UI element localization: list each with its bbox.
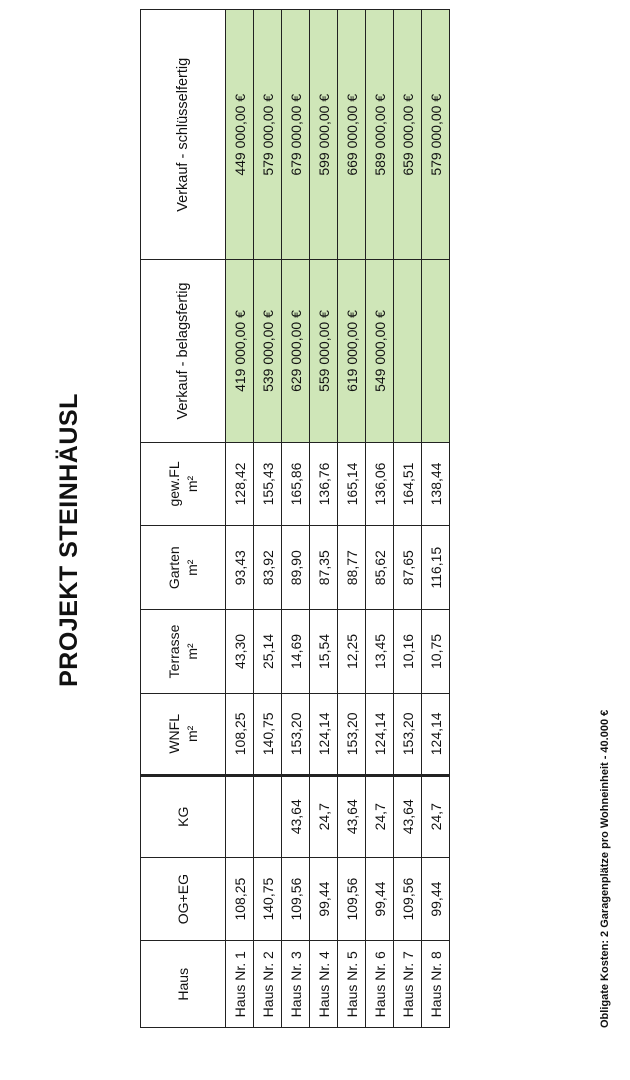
cell-wnfl: 153,20 — [282, 693, 310, 775]
header-og-eg: OG+EG — [141, 857, 226, 941]
header-terrasse — [141, 610, 226, 694]
cell-terrasse: 43,30 — [226, 610, 254, 694]
cell-garten: 83,92 — [254, 526, 282, 610]
cell-schluessel: 579 000,00 € — [422, 10, 450, 260]
cell-garten: 85,62 — [366, 526, 394, 610]
cell-garten: 116,15 — [422, 526, 450, 610]
cell-og-eg: 109,56 — [394, 857, 422, 941]
cell-haus: Haus Nr. 1 — [226, 941, 254, 1028]
cell-belags — [422, 260, 450, 442]
cell-haus: Haus Nr. 3 — [282, 941, 310, 1028]
cell-terrasse: 14,69 — [282, 610, 310, 694]
cell-gewfl: 136,76 — [310, 442, 338, 526]
cell-terrasse: 25,14 — [254, 610, 282, 694]
table-row — [226, 10, 254, 1028]
header-garten-label: Garten — [166, 546, 182, 590]
cell-terrasse: 10,75 — [422, 610, 450, 694]
header-terrasse-label: Terrasse — [166, 624, 182, 679]
cell-haus: Haus Nr. 2 — [254, 941, 282, 1028]
cell-kg — [226, 775, 254, 857]
cell-gewfl: 165,14 — [338, 442, 366, 526]
cell-kg: 24,7 — [366, 775, 394, 857]
cell-garten: 87,35 — [310, 526, 338, 610]
header-wnfl — [141, 693, 226, 775]
header-terrasse-unit: m² — [184, 643, 200, 660]
cell-og-eg: 140,75 — [254, 857, 282, 941]
cell-wnfl: 153,20 — [338, 693, 366, 775]
cell-gewfl: 155,43 — [254, 442, 282, 526]
table-row — [254, 10, 282, 1028]
table-row — [338, 10, 366, 1028]
header-schluesselfertig: Verkauf - schlüsselfertig — [141, 10, 226, 260]
cell-schluessel: 449 000,00 € — [226, 10, 254, 260]
cell-garten: 93,43 — [226, 526, 254, 610]
cell-kg: 43,64 — [282, 775, 310, 857]
cell-schluessel: 589 000,00 € — [366, 10, 394, 260]
cell-wnfl: 153,20 — [394, 693, 422, 775]
cell-schluessel: 679 000,00 € — [282, 10, 310, 260]
cell-kg: 43,64 — [394, 775, 422, 857]
cell-belags: 619 000,00 € — [338, 260, 366, 442]
cell-garten: 88,77 — [338, 526, 366, 610]
header-garten — [141, 526, 226, 610]
header-haus: Haus — [141, 941, 226, 1028]
cell-belags: 629 000,00 € — [282, 260, 310, 442]
cell-wnfl: 124,14 — [310, 693, 338, 775]
cell-schluessel: 579 000,00 € — [254, 10, 282, 260]
cell-belags: 549 000,00 € — [366, 260, 394, 442]
cell-og-eg: 99,44 — [310, 857, 338, 941]
cell-garten: 89,90 — [282, 526, 310, 610]
price-table — [140, 9, 450, 1028]
cell-gewfl: 128,42 — [226, 442, 254, 526]
header-wnfl-unit: m² — [184, 725, 200, 742]
cell-kg: 24,7 — [310, 775, 338, 857]
cell-gewfl: 138,44 — [422, 442, 450, 526]
header-kg: KG — [141, 775, 226, 857]
cell-kg: 24,7 — [422, 775, 450, 857]
cell-gewfl: 165,86 — [282, 442, 310, 526]
cell-belags: 419 000,00 € — [226, 260, 254, 442]
header-gewfl — [141, 442, 226, 526]
header-garten-unit: m² — [184, 559, 200, 576]
table-row — [366, 10, 394, 1028]
cell-gewfl: 164,51 — [394, 442, 422, 526]
cell-terrasse: 12,25 — [338, 610, 366, 694]
header-belagsfertig: Verkauf - belagsfertig — [141, 260, 226, 442]
cell-og-eg: 109,56 — [338, 857, 366, 941]
header-gewfl-label: gew.FL — [166, 461, 182, 507]
page-title: PROJEKT STEINHÄUSL — [55, 393, 83, 687]
table-row — [422, 10, 450, 1028]
cell-haus: Haus Nr. 6 — [366, 941, 394, 1028]
cell-garten: 87,65 — [394, 526, 422, 610]
header-wnfl-label: WNFL — [166, 714, 182, 754]
table-row — [394, 10, 422, 1028]
cell-schluessel: 659 000,00 € — [394, 10, 422, 260]
cell-og-eg: 99,44 — [422, 857, 450, 941]
cell-kg — [254, 775, 282, 857]
cell-belags: 559 000,00 € — [310, 260, 338, 442]
cell-wnfl: 140,75 — [254, 693, 282, 775]
header-row — [141, 10, 226, 1028]
cell-belags — [394, 260, 422, 442]
cell-og-eg: 108,25 — [226, 857, 254, 941]
table-row — [282, 10, 310, 1028]
cell-haus: Haus Nr. 5 — [338, 941, 366, 1028]
cell-belags: 539 000,00 € — [254, 260, 282, 442]
cell-schluessel: 599 000,00 € — [310, 10, 338, 260]
cell-og-eg: 99,44 — [366, 857, 394, 941]
cell-kg: 43,64 — [338, 775, 366, 857]
cell-terrasse: 15,54 — [310, 610, 338, 694]
cell-schluessel: 669 000,00 € — [338, 10, 366, 260]
cell-wnfl: 108,25 — [226, 693, 254, 775]
cell-haus: Haus Nr. 4 — [310, 941, 338, 1028]
cell-haus: Haus Nr. 7 — [394, 941, 422, 1028]
table-row — [310, 10, 338, 1028]
cell-terrasse: 13,45 — [366, 610, 394, 694]
cell-gewfl: 136,06 — [366, 442, 394, 526]
header-gewfl-unit: m² — [184, 475, 200, 493]
cell-og-eg: 109,56 — [282, 857, 310, 941]
cost-note: Obligate Kosten: 2 Garagenplätze pro Wohneinheit - 40.000 € — [599, 709, 611, 1028]
cell-haus: Haus Nr. 8 — [422, 941, 450, 1028]
cell-terrasse: 10,16 — [394, 610, 422, 694]
cell-wnfl: 124,14 — [366, 693, 394, 775]
cell-wnfl: 124,14 — [422, 693, 450, 775]
